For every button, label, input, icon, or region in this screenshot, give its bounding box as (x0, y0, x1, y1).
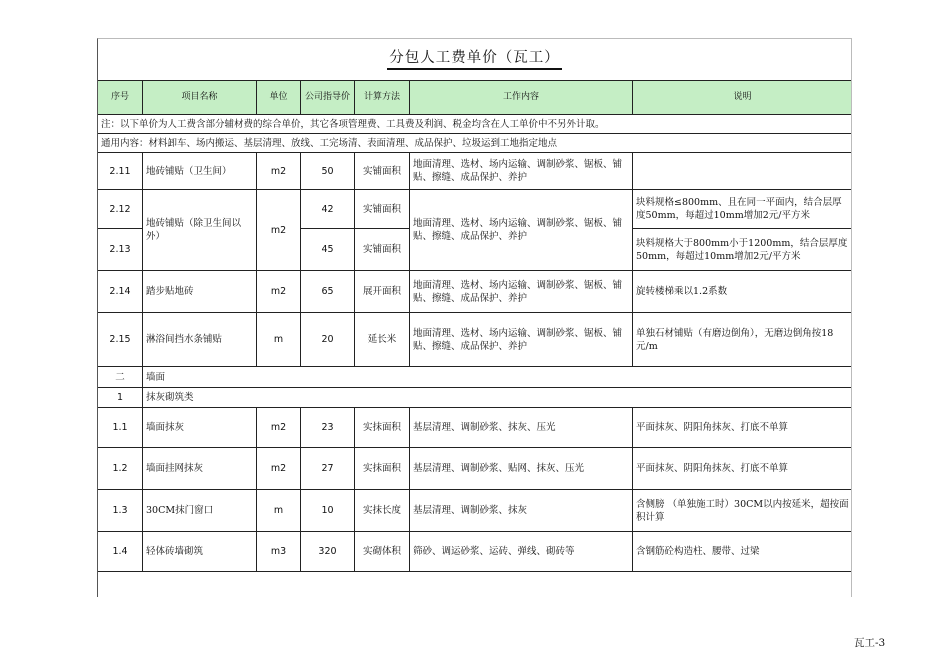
cell-name: 30CM抹门窗口 (143, 490, 257, 532)
table-row (98, 490, 853, 532)
cell-price: 27 (301, 448, 355, 490)
table-row (98, 448, 853, 490)
cell-desc: 含侧膀 （单独施工时）30CM以内按延米，超按面积计算 (633, 490, 853, 532)
cell-price: 23 (301, 408, 355, 448)
spreadsheet-sheet (97, 38, 852, 597)
table-row (98, 190, 853, 229)
table-row (98, 153, 853, 190)
cell-name: 地砖铺贴（除卫生间以外） (143, 190, 257, 271)
cell-unit: m2 (257, 190, 301, 271)
table-row (98, 532, 853, 572)
cell-name: 淋浴间挡水条铺贴 (143, 313, 257, 367)
section-title: 抹灰砌筑类 (143, 388, 853, 408)
cell-name: 轻体砖墙砌筑 (143, 532, 257, 572)
cell-work: 地面清理、选材、场内运输、调制砂浆、锯板、铺贴、擦缝、成品保护、养护 (410, 313, 633, 367)
cell-method: 延长米 (355, 313, 410, 367)
cell-no: 1.2 (98, 448, 143, 490)
cell-desc: 单独石材铺贴（有磨边倒角），无磨边倒角按18元/m (633, 313, 853, 367)
header-cell: 说明 (633, 81, 853, 115)
cell-desc: 块料规格≤800mm、且在同一平面内，结合层厚度50mm，每超过10mm增加2元/平方米 (633, 190, 853, 229)
cell-desc (633, 153, 853, 190)
cell-no: 二 (98, 367, 143, 388)
table-row (98, 313, 853, 367)
cell-desc: 含钢筋砼构造柱、腰带、过梁 (633, 532, 853, 572)
cell-no: 2.13 (98, 229, 143, 271)
cell-desc: 旋转楼梯乘以1.2系数 (633, 271, 853, 313)
cell-price: 45 (301, 229, 355, 271)
cell-price: 320 (301, 532, 355, 572)
cell-work: 筛砂、调运砂浆、运砖、弹线、砌砖等 (410, 532, 633, 572)
cell-price: 42 (301, 190, 355, 229)
cell-no: 1.4 (98, 532, 143, 572)
cell-method: 实铺面积 (355, 190, 410, 229)
cell-price: 65 (301, 271, 355, 313)
note-row (98, 134, 853, 153)
note-cell: 通用内容：材料卸车、场内搬运、基层清理、放线、工完场清、表面清理、成品保护、垃圾运到工地指定地点 (98, 134, 853, 153)
header-cell: 工作内容 (410, 81, 633, 115)
cell-work: 地面清理、选材、场内运输、调制砂浆、锯板、铺贴、擦缝、成品保护、养护 (410, 153, 633, 190)
cell-name: 踏步贴地砖 (143, 271, 257, 313)
page-footer: 瓦工-3 (854, 637, 886, 649)
header-cell: 计算方法 (355, 81, 410, 115)
title-area (98, 39, 851, 80)
cell-no: 2.15 (98, 313, 143, 367)
cell-unit: m (257, 490, 301, 532)
cell-method: 实砌体积 (355, 532, 410, 572)
cell-unit: m (257, 313, 301, 367)
header-cell: 序号 (98, 81, 143, 115)
cell-desc: 块料规格大于800mm小于1200mm，结合层厚度50mm，每超过10mm增加2元/平方米 (633, 229, 853, 271)
cell-name: 墙面挂网抹灰 (143, 448, 257, 490)
cell-method: 实抹面积 (355, 408, 410, 448)
cell-price: 50 (301, 153, 355, 190)
header-row (98, 81, 853, 115)
cell-name: 地砖铺贴（卫生间） (143, 153, 257, 190)
header-cell: 项目名称 (143, 81, 257, 115)
cell-no: 2.11 (98, 153, 143, 190)
price-table (97, 80, 852, 572)
cell-price: 10 (301, 490, 355, 532)
note-row (98, 115, 853, 134)
cell-unit: m2 (257, 153, 301, 190)
cell-name: 墙面抹灰 (143, 408, 257, 448)
cell-no: 1.3 (98, 490, 143, 532)
cell-work: 基层清理、调制砂浆、抹灰 (410, 490, 633, 532)
header-cell: 公司指导价 (301, 81, 355, 115)
cell-no: 2.12 (98, 190, 143, 229)
cell-unit: m2 (257, 271, 301, 313)
cell-no: 2.14 (98, 271, 143, 313)
cell-method: 展开面积 (355, 271, 410, 313)
cell-price: 20 (301, 313, 355, 367)
cell-unit: m3 (257, 532, 301, 572)
cell-no: 1 (98, 388, 143, 408)
section-row (98, 367, 853, 388)
table-row (98, 271, 853, 313)
section-title: 墙面 (143, 367, 853, 388)
cell-work: 地面清理、选材、场内运输、调制砂浆、锯板、铺贴、擦缝、成品保护、养护 (410, 190, 633, 271)
sheet-title: 分包人工费单价（瓦工） (387, 49, 562, 70)
header-cell: 单位 (257, 81, 301, 115)
cell-method: 实抹面积 (355, 448, 410, 490)
table-row (98, 408, 853, 448)
cell-no: 1.1 (98, 408, 143, 448)
cell-desc: 平面抹灰、阴阳角抹灰、打底不单算 (633, 448, 853, 490)
cell-unit: m2 (257, 448, 301, 490)
cell-method: 实抹长度 (355, 490, 410, 532)
cell-method: 实铺面积 (355, 229, 410, 271)
cell-work: 基层清理、调制砂浆、抹灰、压光 (410, 408, 633, 448)
cell-desc: 平面抹灰、阴阳角抹灰、打底不单算 (633, 408, 853, 448)
section-row (98, 388, 853, 408)
cell-work: 基层清理、调制砂浆、贴网、抹灰、压光 (410, 448, 633, 490)
cell-method: 实铺面积 (355, 153, 410, 190)
cell-unit: m2 (257, 408, 301, 448)
cell-work: 地面清理、选材、场内运输、调制砂浆、锯板、铺贴、擦缝、成品保护、养护 (410, 271, 633, 313)
note-cell: 注：以下单价为人工费含部分辅材费的综合单价，其它各项管理费、工具费及利润、税金均含在人工单价中不另外计取。 (98, 115, 853, 134)
